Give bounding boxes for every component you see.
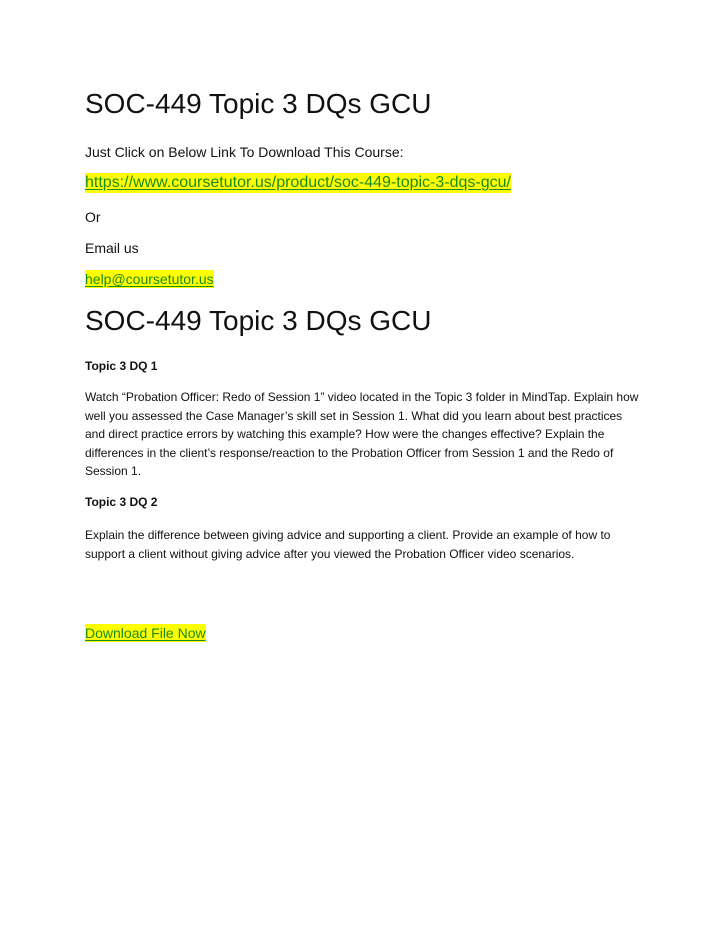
email-label: Email us [85,240,139,256]
intro-text: Just Click on Below Link To Download This Course: [85,144,404,160]
course-link[interactable]: https://www.coursetutor.us/product/soc-449-topic-3-dqs-gcu/ [85,174,511,191]
section-body-dq2: Explain the difference between giving advice and supporting a client. Provide an example of how to support a client without giving advice after you viewed the Probation Officer video scenarios. [85,528,611,561]
second-title: SOC-449 Topic 3 DQs GCU [85,305,432,336]
section-heading-dq1: Topic 3 DQ 1 [85,359,158,373]
section-body-dq1: Watch “Probation Officer: Redo of Session 1” video located in the Topic 3 folder in MindTap. Explain how well you assessed the Case Manager’s skill set in Session 1. What did you learn about best practices and direct practice errors by watching this example? How were the changes effective? Explain the differences in the client’s response/reaction to the Probation Officer from Session 1 and the Redo of Session 1. [85,390,639,478]
page-title: SOC-449 Topic 3 DQs GCU [85,88,432,119]
download-file-link[interactable]: Download File Now [85,625,206,641]
or-text: Or [85,209,101,225]
email-link[interactable]: help@coursetutor.us [85,271,214,287]
section-heading-dq2: Topic 3 DQ 2 [85,495,158,509]
